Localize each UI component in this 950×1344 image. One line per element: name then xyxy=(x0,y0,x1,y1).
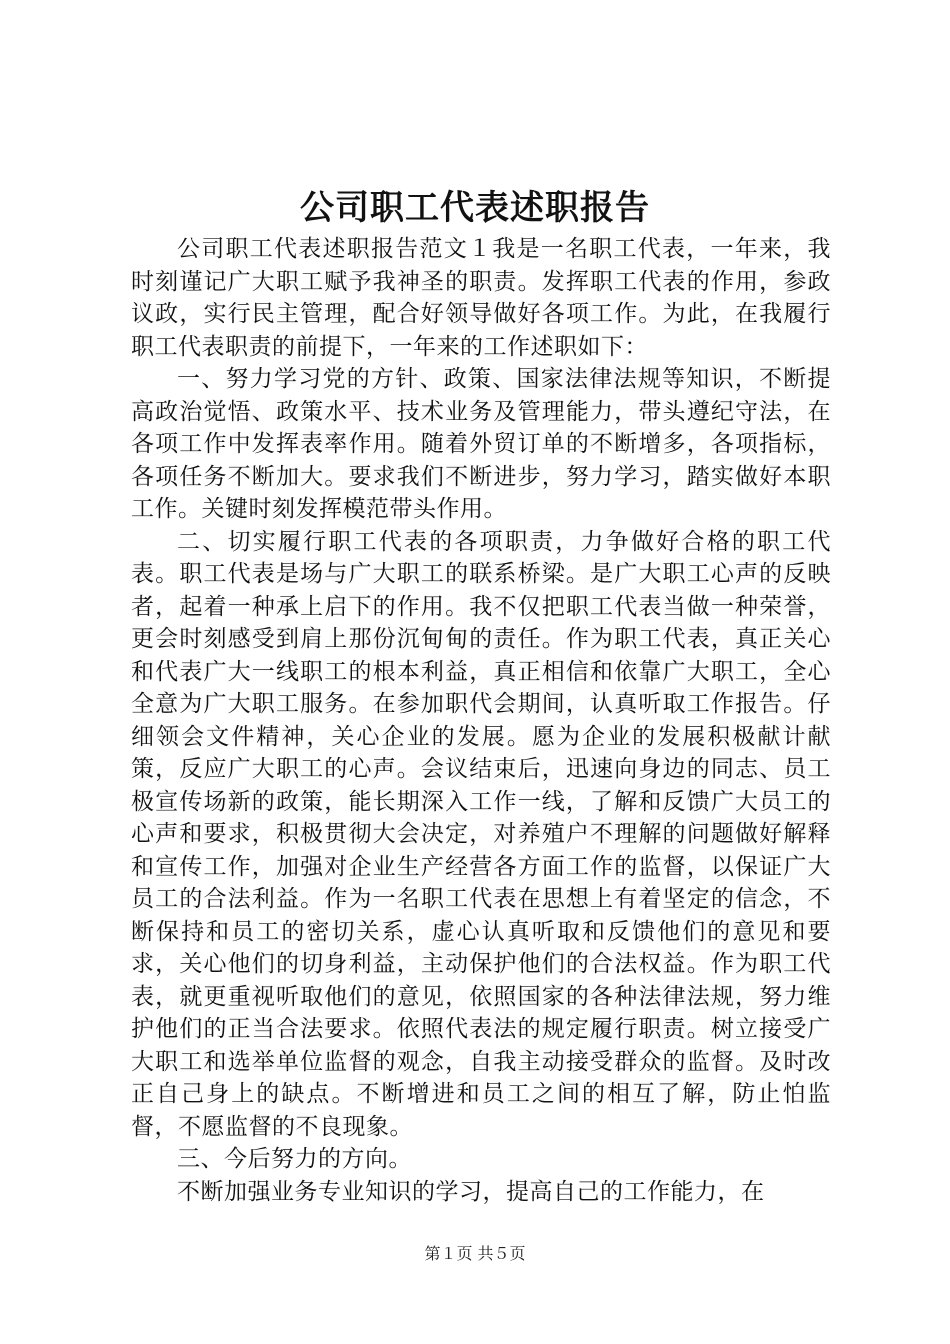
document-title: 公司职工代表述职报告 xyxy=(300,188,650,228)
paragraph-section-3-heading: 三、今后努力的方向。 xyxy=(177,1146,412,1172)
paragraph-section-3-body: 不断加强业务专业知识的学习，提高自己的工作能力，在 xyxy=(177,1178,765,1205)
paragraph-section-2: 二、切实履行职工代表的各项职责，力争做好合格的职工代表。职工代表是场与广大职工的联系桥梁。是广大职工心声的反映者，起着一种承上启下的作用。我不仅把职工代表当做一种荣誉，更会时刻感受到肩上那份沉甸甸的责任。作为职工代表，真正关心和代表广大一线职工的根本利益，真正相信和依靠广大职工，全心全意为广大职工服务。在参加职代会期间，认真听取工作报告。仔细领会文件精神，关心企业的发展。愿为企业的发展积极献计献策，反应广大职工的心声。会议结束后，迅速向身边的同志、员工极宣传场新的政策，能长期深入工作一线，了解和反馈广大员工的心声和要求，积极贯彻大会决定，对养殖户不理解的问题做好解释和宣传工作，加强对企业生产经营各方面工作的监督，以保证广大员工的合法利益。作为一名职工代表在思想上有着坚定的信念，不断保持和员工的密切关系，虚心认真听取和反馈他们的意见和要求，关心他们的切身利益，主动保护他们的合法权益。作为职工代表，就更重视听取他们的意见，依照国家的各种法律法规，努力维护他们的正当合法要求。依照代表法的规定履行职责。树立接受广大职工和选举单位监督的观念，自我主动接受群众的监督。及时改正自己身上的缺点。不断增进和员工之间的相互了解，防止怕监督，不愿监督的不良现象。 xyxy=(131,528,831,1140)
paragraph-section-1: 一、努力学习党的方针、政策、国家法律法规等知识，不断提高政治觉悟、政策水平、技术业务及管理能力，带头遵纪守法，在各项工作中发挥表率作用。随着外贸订单的不断增多，各项指标，各项任务不断加大。要求我们不断进步，努力学习，踏实做好本职工作。关键时刻发挥模范带头作用。 xyxy=(131,366,831,522)
paragraph-intro: 公司职工代表述职报告范文１我是一名职工代表，一年来，我时刻谨记广大职工赋予我神圣的职责。发挥职工代表的作用，参政议政，实行民主管理，配合好领导做好各项工作。为此，在我履行职工代表职责的前提下，一年来的工作述职如下： xyxy=(131,236,831,360)
document-body xyxy=(131,233,831,1208)
page-footer: 第１页 共５页 xyxy=(424,1244,526,1263)
